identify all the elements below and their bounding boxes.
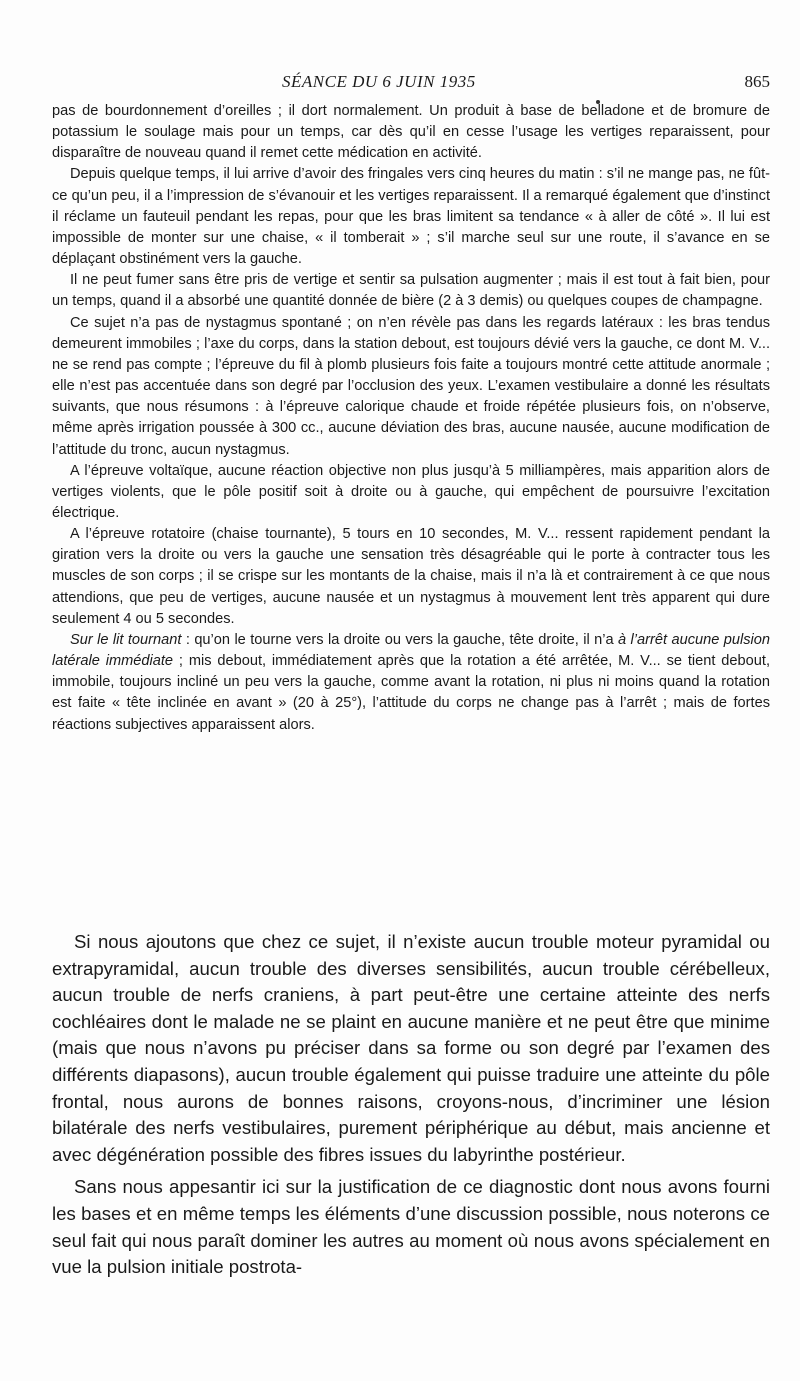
italic-phrase: à l’arrêt aucune pulsion latérale immédiate	[52, 631, 771, 670]
paragraph: Ce sujet n’a pas de nystagmus spontané ; on n’en révèle pas dans les regards latéraux : les bras tendus demeurent immobiles ; l’axe du corps, dans la station debout, est toujours dévié vers la gauche, ce dont M. V... ne se rend pas compte ; l’épreuve du fil à plomb plusieurs fois faite a toujours montré cette attitude anormale ; elle n’est pas accentuée dans son degré par l’occlusion des yeux. L’examen vestibulaire a donné les résultats suivants, que nous résumons : à l’épreuve calorique chaude et froide répétée plusieurs fois, on n’observe, même après irrigation poussée à 300 cc., aucune déviation des bras, aucune nausée, aucune modification de l’attitude du tronc, aucun nystagmus.	[52, 314, 770, 458]
text-run: ; mis debout, immédiatement après que la rotation a été arrêtée, M. V... se tient debout, immobile, toujours incliné un peu vers la gauche, comme avant la rotation, ni plus ni moins quand la rotation est faite « tête inclinée en avant » (20 à 25°), l’attitude du corps ne change pas à l’arrêt ; mais de fortes réactions subjectives apparaissent alors.	[52, 653, 770, 733]
paragraph: A l’épreuve rotatoire (chaise tournante), 5 tours en 10 secondes, M. V... ressent rapidement pendant la giration vers la droite ou vers la gauche une sensation très désagréable qui le porte à contracter tous les muscles de son corps ; il se crispe sur les montants de la chaise, mais il n’a là et contrairement à ce que nous attendions, que peu de vertiges, aucune nausée et un nystagmus à mouvement lent très apparent qui dure seulement 4 ou 5 secondes.	[52, 526, 770, 627]
italic-lead: Sur le lit tournant	[70, 631, 182, 648]
paragraph: Sans nous appesantir ici sur la justification de ce diagnostic dont nous avons fourni les bases et en même temps les éléments d’une discussion possible, nous noterons ce seul fait qui nous paraît dominer les autres au moment où nous avons spécialement en vue la pulsion initiale postrota-	[52, 1176, 770, 1278]
header-title: SÉANCE DU 6 JUIN 1935	[282, 72, 476, 91]
discussion-section	[52, 929, 770, 1281]
running-header	[52, 72, 770, 96]
paragraph: Depuis quelque temps, il lui arrive d’avoir des fringales vers cinq heures du matin : s’il ne mange pas, ne fût-ce qu’un peu, il a l’impression de s’évanouir et les vertiges reparaissent. Il a remarqué également que d’instinct il réclame un fauteuil pendant les repas, pour que les bras limitent sa tendance « à aller de côté ». Il lui est impossible de monter sur une chaise, « il tomberait » ; s’il marche seul sur une route, il s’avance en se déplaçant obstinément vers la gauche.	[52, 166, 770, 268]
paragraph: pas de bourdonnement d’oreilles ; il dort normalement. Un produit à base de belladone et de bromure de potassium le soulage mais pour un temps, car dès qu’il en cesse l’usage les vertiges reparaissent, pour disparaître de nouveau quand il remet cette médication en activité.	[52, 103, 770, 162]
page-number: 865	[744, 72, 770, 91]
case-report-section	[52, 101, 770, 736]
text-run: : qu’on le tourne vers la droite ou vers la gauche, tête droite, il n’a	[181, 631, 619, 648]
paragraph-lit-tournant	[52, 630, 770, 736]
paragraph: Il ne peut fumer sans être pris de vertige et sentir sa pulsation augmenter ; mais il est tout à fait bien, pour un temps, quand il a absorbé une quantité donnée de bière (2 à 3 demis) ou quelques coupes de champagne.	[52, 272, 770, 310]
paragraph: Si nous ajoutons que chez ce sujet, il n’existe aucun trouble moteur pyramidal ou extrapyramidal, aucun trouble des diverses sensibilités, aucun trouble cérébelleux, aucun trouble de nerfs craniens, à part peut-être une certaine atteinte des nerfs cochléaires dont le malade ne se plaint en aucune manière et ne peut être que minime (mais que nous n’avons pu préciser dans sa forme ou son degré par l’examen des différents diapasons), aucun trouble également qui puisse traduire une atteinte du pôle frontal, nous aurons de bonnes raisons, croyons-nous, d’incriminer une lésion bilatérale des nerfs vestibulaires, purement périphérique au début, mais ancienne et avec dégénération possible des fibres issues du labyrinthe postérieur.	[52, 931, 770, 1165]
paragraph: A l’épreuve voltaïque, aucune réaction objective non plus jusqu’à 5 milliampères, mais apparition alors de vertiges violents, que le pôle positif soit à droite ou à gauche, qui empêchent de poursuivre l’excitation électrique.	[52, 462, 770, 521]
